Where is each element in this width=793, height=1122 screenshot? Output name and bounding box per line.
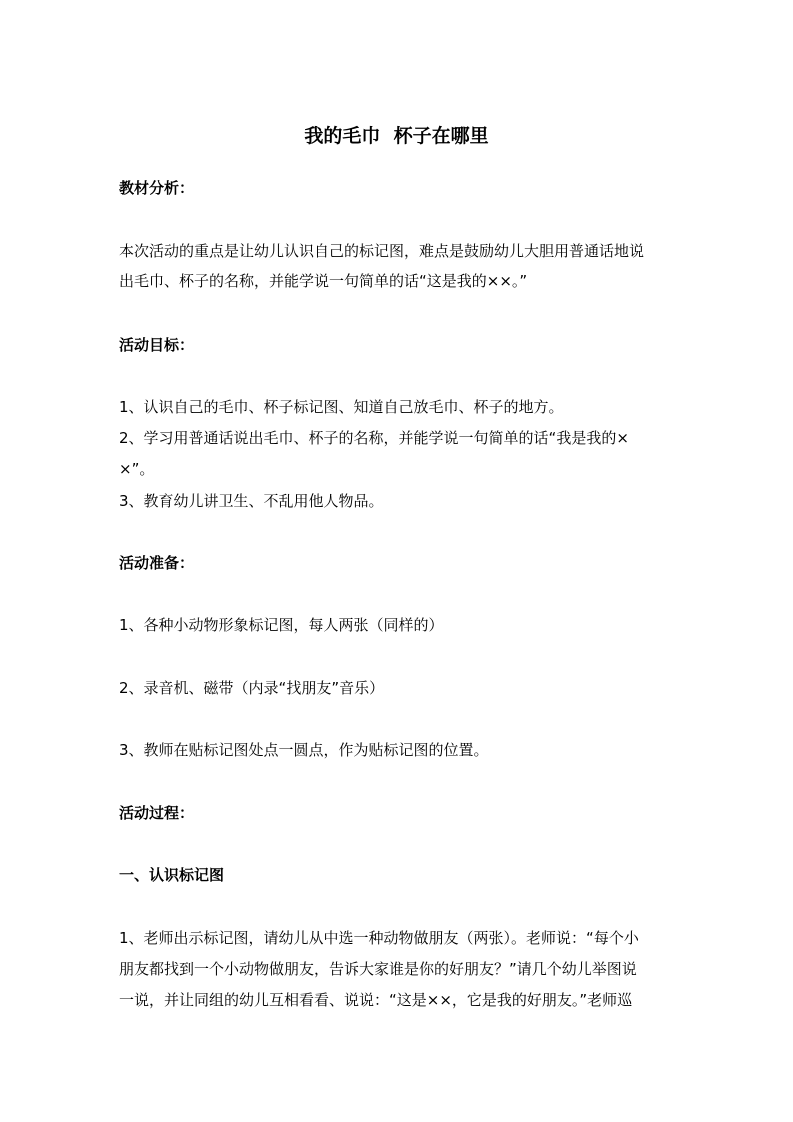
paragraph-line: 出毛巾、杯子的名称，并能学说一句简单的话“这是我的××。” <box>119 272 528 290</box>
section-heading-activity-preparation: 活动准备： <box>119 554 195 572</box>
section-heading-material-analysis: 教材分析： <box>119 179 195 197</box>
list-item: 3、教育幼儿讲卫生、不乱用他人物品。 <box>119 492 384 510</box>
paragraph-line: 朋友都找到一个小动物做朋友，告诉大家谁是你的好朋友？”请几个幼儿举图说 <box>119 960 637 978</box>
paragraph-line: 本次活动的重点是让幼儿认识自己的标记图，难点是鼓励幼儿大胆用普通话地说 <box>119 242 645 260</box>
paragraph-line: 1、老师出示标记图，请幼儿从中选一种动物做朋友（两张）。老师说：“每个小 <box>119 929 639 947</box>
section-heading-activity-process: 活动过程： <box>119 804 195 822</box>
list-item: 2、学习用普通话说出毛巾、杯子的名称，并能学说一句简单的话“我是我的× <box>119 429 629 447</box>
list-item: 1、认识自己的毛巾、杯子标记图、知道自己放毛巾、杯子的地方。 <box>119 398 564 416</box>
subsection-heading: 一、认识标记图 <box>119 866 225 884</box>
list-item: 3、教师在贴标记图处点一圆点，作为贴标记图的位置。 <box>119 741 489 759</box>
list-item: 1、各种小动物形象标记图，每人两张（同样的） <box>119 616 444 634</box>
paragraph-line: 一说，并让同组的幼儿互相看看、说说：“这是××，它是我的好朋友。”老师巡 <box>119 991 633 1009</box>
list-item: 2、录音机、磁带（内录“找朋友”音乐） <box>119 679 385 697</box>
list-item-continuation: ×”。 <box>119 460 155 478</box>
section-heading-activity-goals: 活动目标： <box>119 336 195 354</box>
document-title: 我的毛巾 杯子在哪里 <box>304 125 489 147</box>
